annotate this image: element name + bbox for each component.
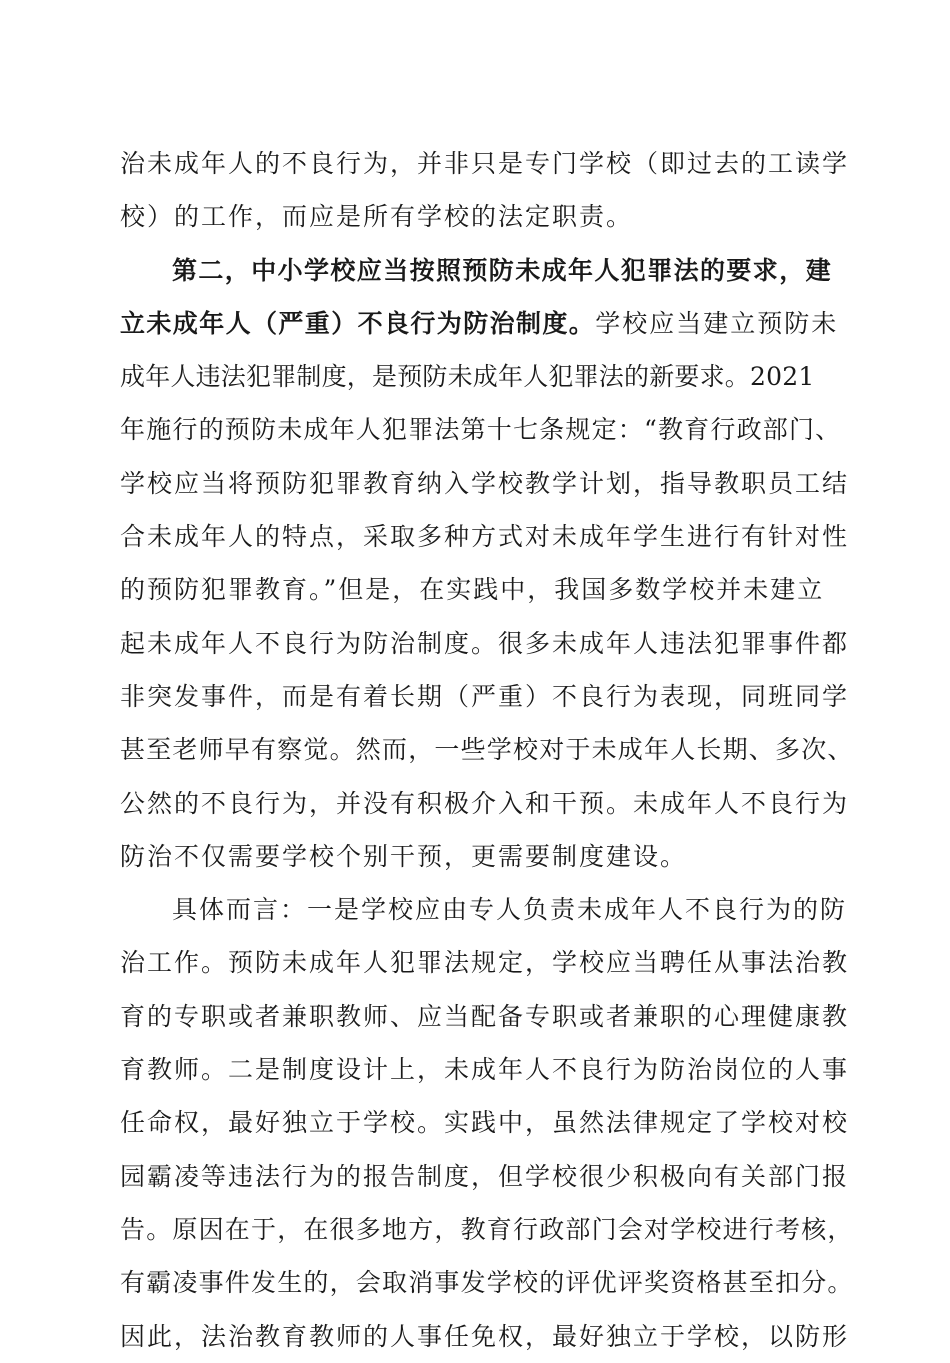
text-line: 育教师。二是制度设计上，未成年人不良行为防治岗位的人事 bbox=[120, 1055, 850, 1085]
text-line: 起未成年人不良行为防治制度。很多未成年人违法犯罪事件都 bbox=[120, 628, 850, 658]
text-line bbox=[120, 297, 839, 350]
text-segment: 学校应当建立预防未 bbox=[595, 308, 839, 338]
text-line: 学校应当将预防犯罪教育纳入学校教学计划，指导教职员工结 bbox=[120, 468, 850, 498]
text-line: 非突发事件，而是有着长期（严重）不良行为表现，同班同学 bbox=[120, 681, 850, 711]
bold-heading-text: 立未成年人（严重）不良行为防治制度。 bbox=[120, 308, 596, 338]
text-line: 公然的不良行为，并没有积极介入和干预。未成年人不良行为 bbox=[120, 788, 850, 818]
text-line: 治工作。预防未成年人犯罪法规定，学校应当聘任从事法治教 bbox=[120, 948, 850, 978]
text-line: 有霸凌事件发生的，会取消事发学校的评优评奖资格甚至扣分。 bbox=[120, 1268, 854, 1298]
text-line: 防治不仅需要学校个别干预，更需要制度建设。 bbox=[120, 841, 688, 871]
text-line: 成年人违法犯罪制度，是预防未成年人犯罪法的新要求。2021 bbox=[120, 362, 815, 392]
bold-heading-text: 第二，中小学校应当按照预防未成年人犯罪法的要求，建 bbox=[172, 255, 833, 285]
paragraph-start-line bbox=[120, 244, 832, 297]
text-line: 校）的工作，而应是所有学校的法定职责。 bbox=[120, 202, 634, 232]
text-line: 任命权，最好独立于学校。实践中，虽然法律规定了学校对校 bbox=[120, 1108, 850, 1138]
text-line: 园霸凌等违法行为的报告制度，但学校很少积极向有关部门报 bbox=[120, 1161, 850, 1191]
text-line: 甚至老师早有察觉。然而，一些学校对于未成年人长期、多次、 bbox=[120, 735, 854, 765]
text-line: 治未成年人的不良行为，并非只是专门学校（即过去的工读学 bbox=[120, 149, 850, 178]
body-text bbox=[120, 137, 854, 1363]
text-line: 因此，法治教育教师的人事任免权，最好独立于学校，以防形 bbox=[120, 1321, 850, 1351]
text-line: 的预防犯罪教育。”但是，在实践中，我国多数学校并未建立 bbox=[120, 575, 825, 605]
paragraph-start-line: 具体而言：一是学校应由专人负责未成年人不良行为的防 bbox=[172, 895, 848, 925]
text-line: 年施行的预防未成年人犯罪法第十七条规定：“教育行政部门、 bbox=[120, 415, 842, 445]
text-line: 育的专职或者兼职教师、应当配备专职或者兼职的心理健康教 bbox=[120, 1001, 850, 1031]
text-line: 告。原因在于，在很多地方，教育行政部门会对学校进行考核， bbox=[120, 1214, 854, 1244]
text-line: 合未成年人的特点，采取多种方式对未成年学生进行有针对性 bbox=[120, 522, 850, 552]
